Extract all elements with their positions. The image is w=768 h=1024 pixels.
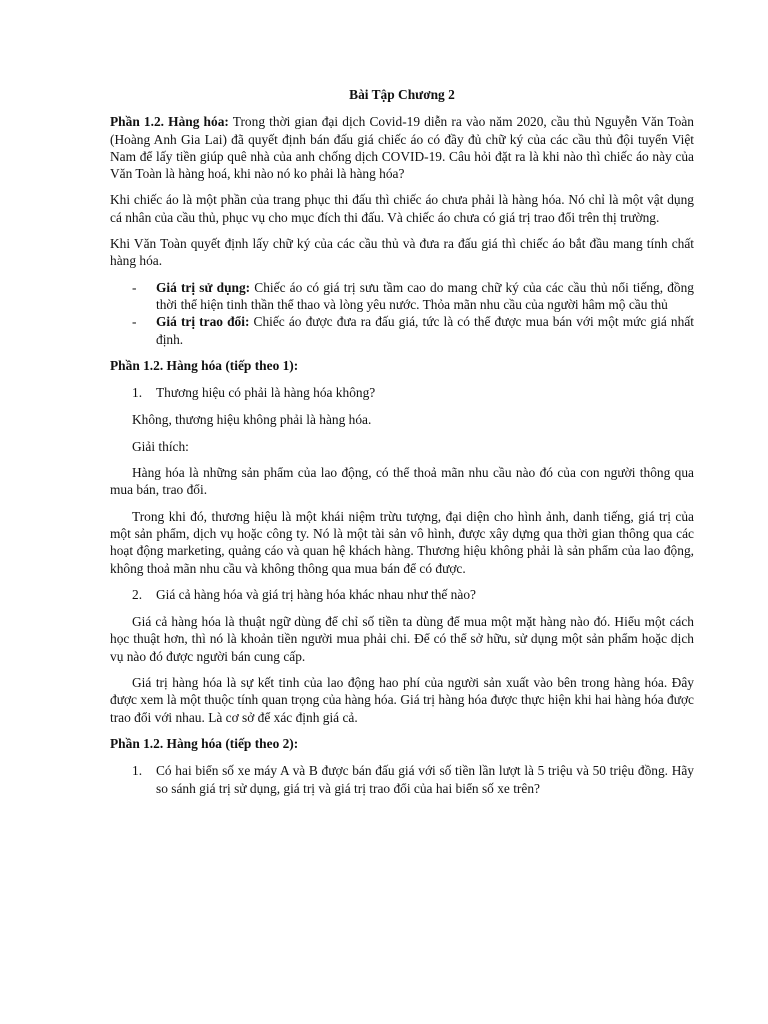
bullet-text: Chiếc áo được đưa ra đấu giá, tức là có thể được mua bán với một mức giá nhất định. bbox=[156, 314, 694, 347]
bullet-text: Chiếc áo có giá trị sưu tầm cao do mang chữ ký của các cầu thủ nổi tiếng, đồng thời thể hiện tinh thần thể thao và lòng yêu nước. Thỏa mãn nhu cầu của người hâm mộ cầu thủ bbox=[156, 279, 695, 312]
bullet-dash: - bbox=[132, 314, 137, 330]
bullet-use-value bbox=[110, 279, 694, 314]
section1-heading: Phần 1.2. Hàng hóa: bbox=[110, 114, 229, 130]
section1-intro-text: Trong thời gian đại dịch Covid-19 diễn ra vào năm 2020, cầu thủ Nguyễn Văn Toàn (Hoàng Anh Gia Lai) đã quyết định bán đấu giá chiếc áo có đầy đủ chữ ký của các cầu thủ đội tuyển Việt Nam để lấy tiền giúp quê nhà của anh chống dịch COVID-19. Câu hỏi đặt ra là khi nào thì chiếc áo này của Văn Toàn là hàng hoá, khi nào nó ko phải là hàng hóa? bbox=[110, 114, 694, 182]
section2-explain-label: Giải thích: bbox=[132, 438, 189, 454]
bullet-dash: - bbox=[132, 279, 137, 295]
document-body bbox=[110, 86, 694, 807]
section2-answer-2-para1: Giá cả hàng hóa là thuật ngữ dùng để chỉ số tiền ta dùng để mua một mặt hàng nào đó. Hiểu một cách học thuật hơn, thì nó là khoản tiền người mua phải chi. Để có thể sở hữu, sử dụng một sản phẩm hoặc dịch vụ nào đó được người bán cung cấp. bbox=[110, 614, 694, 664]
bullet-label: Giá trị sử dụng: bbox=[156, 279, 251, 295]
section2-explain-1: Hàng hóa là những sản phẩm của lao động, có thể thoả mãn nhu cầu nào đó của con người thông qua mua bán, trao đổi. bbox=[110, 465, 694, 498]
section1-intro bbox=[110, 113, 694, 182]
section2-heading: Phần 1.2. Hàng hóa (tiếp theo 1): bbox=[110, 357, 299, 373]
question-number: 2. bbox=[132, 586, 143, 602]
bullet-exchange-value bbox=[110, 313, 694, 348]
section2-explain-2: Trong khi đó, thương hiệu là một khái niệm trừu tượng, đại diện cho hình ảnh, danh tiếng, giá trị của một sản phẩm, dịch vụ hoặc công ty. Nó là một tài sản vô hình, được xây dựng qua thời gian thông qua các hoạt động marketing, quảng cáo và quan hệ khách hàng. Thương hiệu không phải là sản phẩm của lao động, không thoả mãn nhu cầu và không thông qua mua bán để có được. bbox=[110, 508, 694, 576]
question-text: Có hai biển số xe máy A và B được bán đấu giá với số tiền lần lượt là 5 triệu và 50 triệu đồng. Hãy so sánh giá trị sử dụng, giá trị và giá trị trao đổi của hai biển số xe trên? bbox=[156, 763, 694, 796]
section3-heading: Phần 1.2. Hàng hóa (tiếp theo 2): bbox=[110, 735, 299, 751]
section3-question-1 bbox=[110, 762, 694, 797]
bullet-label: Giá trị trao đổi: bbox=[156, 314, 250, 330]
question-text: Giá cả hàng hóa và giá trị hàng hóa khác nhau như thế nào? bbox=[156, 586, 476, 602]
section2-question-2 bbox=[110, 586, 694, 603]
section2-answer-1: Không, thương hiệu không phải là hàng hóa. bbox=[132, 412, 372, 428]
question-number: 1. bbox=[132, 385, 143, 401]
section1-bullet-list bbox=[110, 279, 694, 348]
question-number: 1. bbox=[132, 763, 143, 779]
section2-answer-2-para2: Giá trị hàng hóa là sự kết tinh của lao động hao phí của người sản xuất vào bên trong hàng hóa. Đây được xem là một thuộc tính quan trọng của hàng hóa. Giá trị hàng hóa được thực hiện khi hai hàng hóa được trao đổi với nhau. Là cơ sở để xác định giá cả. bbox=[110, 675, 694, 725]
section1-para1: Khi chiếc áo là một phần của trang phục thi đấu thì chiếc áo chưa phải là hàng hóa. Nó chỉ là một vật dụng cá nhân của cầu thủ, phục vụ cho mục đích thi đấu. Và chiếc áo chưa có giá trị trao đổi trên thị trường. bbox=[110, 192, 694, 225]
section1-para2: Khi Văn Toàn quyết định lấy chữ ký của các cầu thủ và đưa ra đấu giá thì chiếc áo bắt đầu mang tính chất hàng hóa. bbox=[110, 236, 694, 269]
page-title: Bài Tập Chương 2 bbox=[349, 87, 455, 102]
question-text: Thương hiệu có phải là hàng hóa không? bbox=[156, 385, 376, 401]
section2-question-1 bbox=[110, 384, 694, 401]
